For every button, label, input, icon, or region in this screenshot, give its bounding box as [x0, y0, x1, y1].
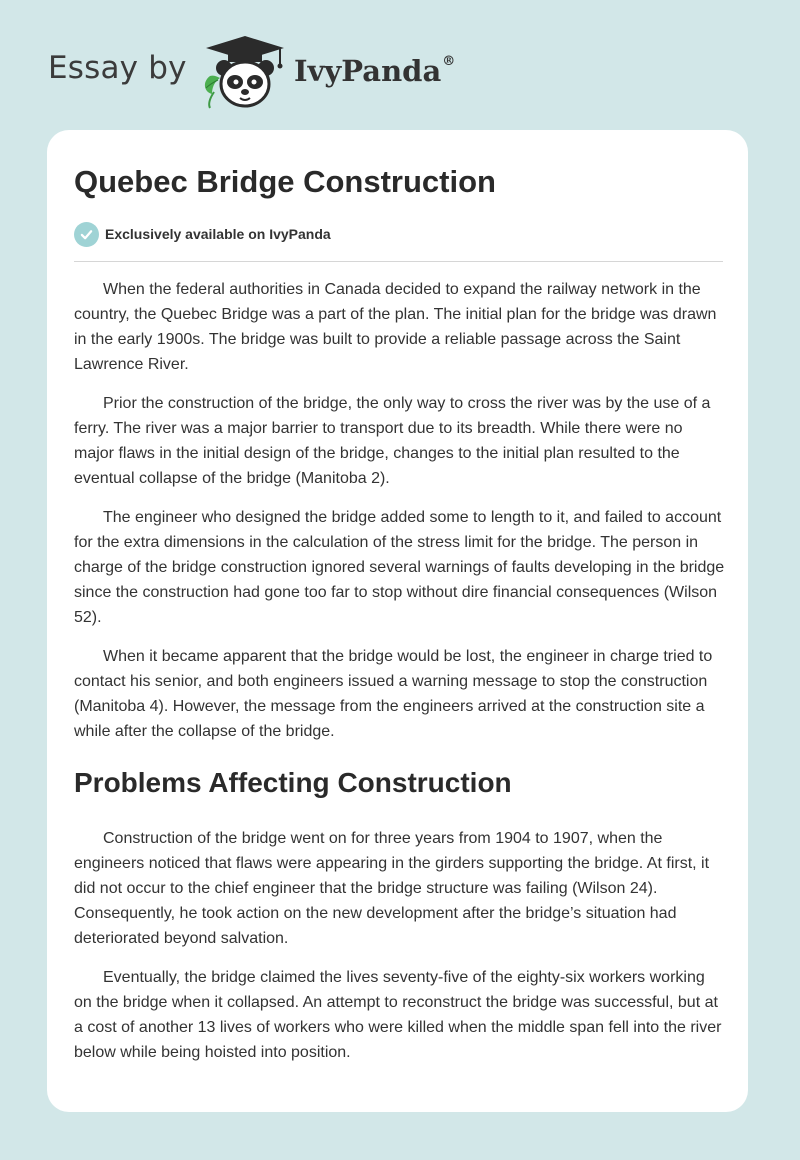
registered-mark: ®: [442, 54, 456, 69]
paragraph: Construction of the bridge went on for three years from 1904 to 1907, when the engineers noticed that flaws were appearing in the girders supporting the bridge. At first, it did not occur to the chief engineer that the bridge structure was failing (Wilson 24). Consequently, he took action on the new development after the bridge’s situation had deteriorated beyond salvation.: [74, 830, 710, 947]
page-title: Quebec Bridge Construction: [74, 164, 496, 199]
panda-logo-icon[interactable]: [200, 32, 290, 110]
divider: [74, 261, 723, 262]
essay-card: [47, 130, 748, 1112]
exclusive-badge: [74, 221, 331, 247]
paragraph: When it became apparent that the bridge would be lost, the engineer in charge tried to contact his senior, and both engineers issued a warning message to stop the construction (Manitoba 4). However, the message from the engineers arrived at the construction site a while after the collapse of the bridge.: [74, 648, 713, 740]
paragraph: The engineer who designed the bridge added some to length to it, and failed to account for the extra dimensions in the calculation of the stress limit for the bridge. The person in charge of the bridge construction ignored several warnings of faults developing in the bridge since the construction had gone too far to stop without dire financial consequences (Wilson 52).: [74, 509, 725, 626]
exclusive-label: Exclusively available on IvyPanda: [105, 226, 331, 242]
paragraph: Prior the construction of the bridge, the only way to cross the river was by the use of a ferry. The river was a major barrier to transport due to its breadth. While there were no major flaws in the initial design of the bridge, changes to the initial plan resulted to the eventual collapse of the bridge (Manitoba 2).: [74, 395, 711, 487]
paragraph: When the federal authorities in Canada decided to expand the railway network in the country, the Quebec Bridge was a part of the plan. The initial plan for the bridge was drawn in the early 1900s. The bridge was built to provide a reliable passage across the Saint Lawrence River.: [74, 281, 717, 373]
brand-name[interactable]: IvyPanda®: [294, 54, 456, 88]
check-circle-icon: [74, 222, 99, 247]
article-body: [74, 277, 726, 1079]
essay-by-label: Essay by: [48, 50, 187, 86]
section-heading: Problems Affecting Construction: [74, 767, 512, 798]
site-header: [48, 32, 548, 112]
paragraph: Eventually, the bridge claimed the lives seventy-five of the eighty-six workers working on the bridge when it collapsed. An attempt to reconstruct the bridge was successful, but at a cost of another 13 lives of workers who were killed when the middle span fell into the river below while being hoisted into position.: [74, 969, 722, 1061]
